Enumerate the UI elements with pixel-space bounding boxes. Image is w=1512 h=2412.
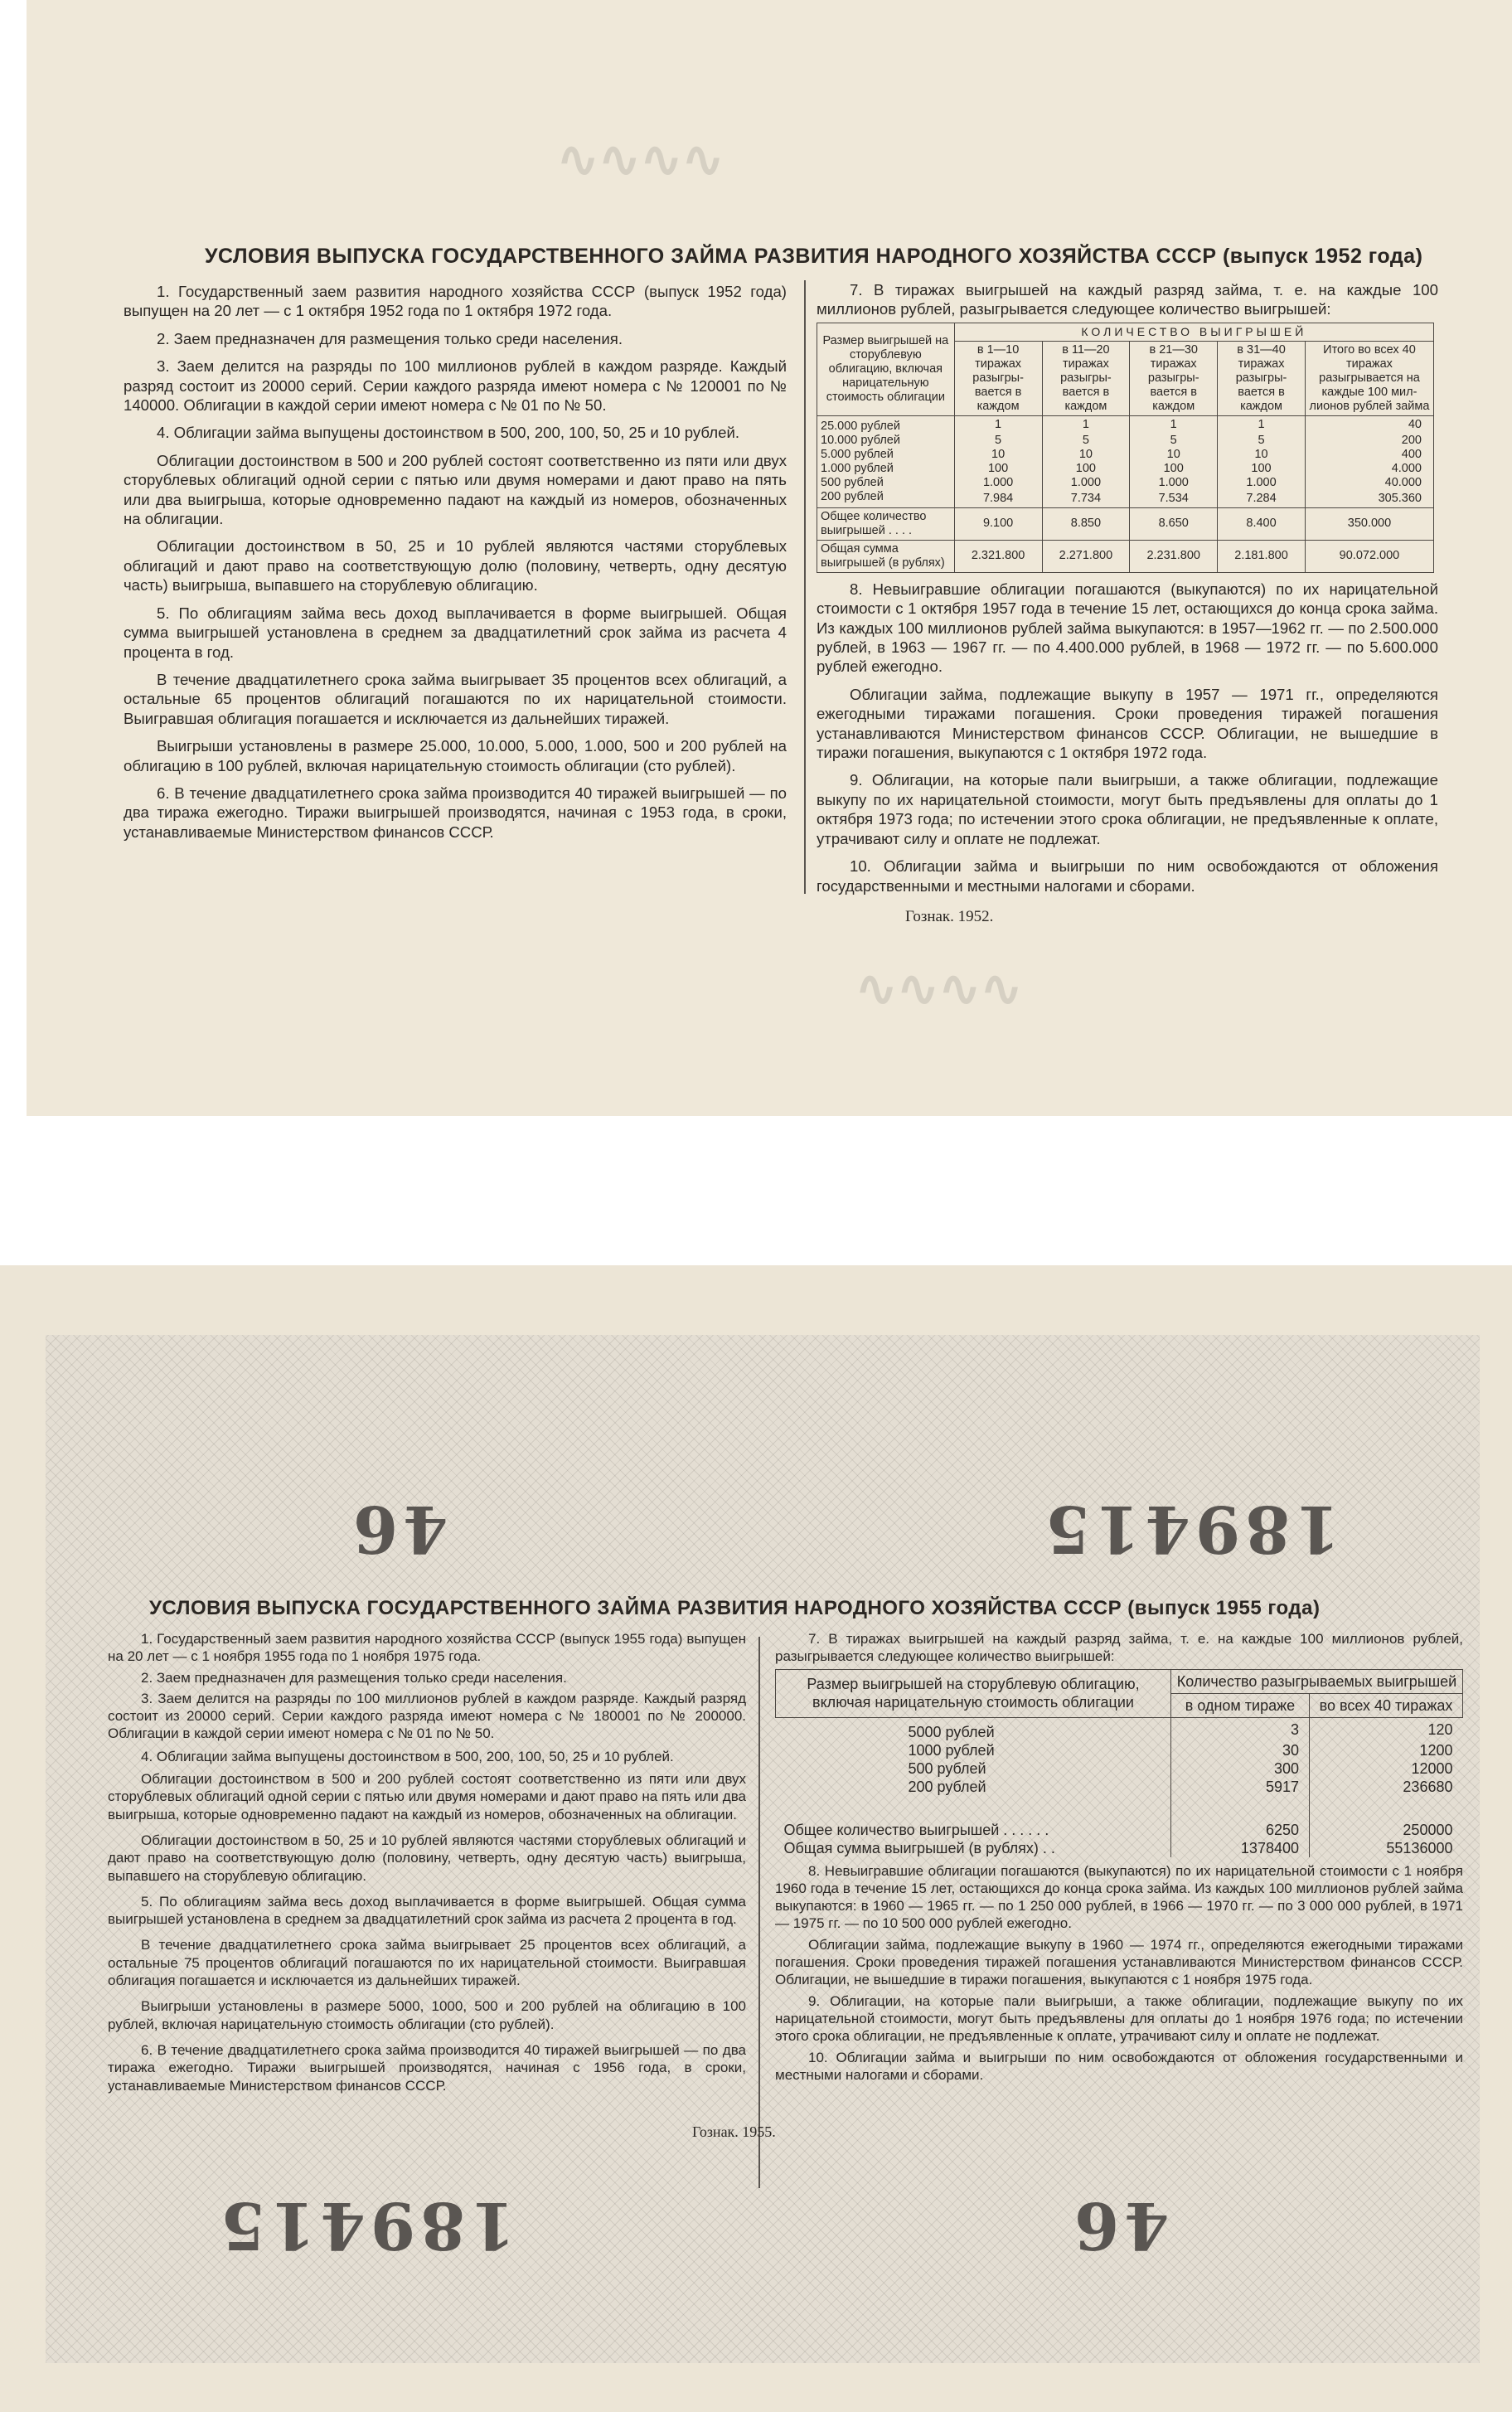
series-number-bottom: 46 xyxy=(1069,2187,1170,2263)
table-cell: 10 xyxy=(1042,448,1130,462)
table-header: в 31—40 тиражах разыгры-вается в каждом xyxy=(1218,341,1306,415)
table-cell: 7.284 xyxy=(1218,490,1306,508)
table-cell: 2.181.800 xyxy=(1218,540,1306,572)
paragraph: 3. Заем делится на разряды по 100 миллионов рублей в каждом разряде. Каждый разряд состоит из 20000 серий. Серии каждого разряда имеют номера с № 120001 по № 140000. Облигации в каждой серии имеют номера с № 01 по № 50. xyxy=(124,357,787,415)
table-cell: 500 рублей xyxy=(817,476,955,490)
gosznak-imprint: Гознак. 1952. xyxy=(905,908,994,925)
table-cell: 8.400 xyxy=(1218,507,1306,540)
paragraph: 8. Невыигравшие облигации погашаются (выкупаются) по их нарицательной стоимости с 1 ноября 1960 года в течение 15 лет, остающихся до конца срока займа. Из каждых 100 миллионов рублей займа выкупаются: в 1960 — 1965 гг. — по 1 250 000 рублей, в 1966 — 1970 гг. — по 3 000 000 рублей, в 1971 — 1975 гг. — по 10 500 000 рублей ежегодно. xyxy=(775,1862,1463,1932)
paragraph: 4. Облигации займа выпущены достоинством в 500, 200, 100, 50, 25 и 10 рублей. xyxy=(157,424,739,442)
table-header: в 1—10 тиражах разыгры-вается в каждом xyxy=(954,341,1042,415)
table-cell: 100 xyxy=(1130,462,1218,476)
paragraph: 10. Облигации займа и выигрыши по ним освобождаются от обложения государственными и местными налогами и сборами. xyxy=(775,2049,1463,2083)
table-cell: 1378400 xyxy=(1171,1839,1310,1857)
table-row xyxy=(776,1741,1463,1759)
table-cell: 25.000 рублей xyxy=(817,415,955,434)
paragraph: 5. По облигациям займа весь доход выплачивается в форме выигрышей. Общая сумма выигрышей установлена в среднем за двадцатилетний срок займа из расчета 4 процента в год. xyxy=(124,604,787,661)
paragraph: В течение двадцатилетнего срока займа выигрывает 35 процентов всех облигаций, а остальные 65 процентов облигаций погашаются по их нарицательной стоимости. Выигравшая облигация погашается и исключается из дальнейших тиражей. xyxy=(124,670,787,727)
bond-1955-title: УСЛОВИЯ ВЫПУСКА ГОСУДАРСТВЕННОГО ЗАЙМА РАЗВИТИЯ НАРОДНОГО ХОЗЯЙСТВА СССР (выпуск 1955 года) xyxy=(149,1597,1321,1619)
table-row xyxy=(776,1778,1463,1821)
table-header: в одном тираже xyxy=(1171,1693,1310,1717)
table-cell: 350.000 xyxy=(1305,507,1433,540)
table-cell: 90.072.000 xyxy=(1305,540,1433,572)
table-cell: 10 xyxy=(954,448,1042,462)
table-row xyxy=(776,1717,1463,1741)
table-cell: 400 xyxy=(1305,448,1433,462)
paragraph: 6. В течение двадцатилетнего срока займа производится 40 тиражей выигрышей — по два тиража ежегодно. Тиражи выигрышей производятся, начиная с 1956 года, в сроки, устанавливаемые Министерством финансов СССР. xyxy=(108,2041,746,2094)
gosznak-imprint: Гознак. 1955. xyxy=(692,2123,776,2140)
table-cell: 1.000 xyxy=(1218,476,1306,490)
table-cell: 5 xyxy=(954,434,1042,448)
table-cell: 5 xyxy=(1130,434,1218,448)
table-cell: 250000 xyxy=(1403,1821,1453,1838)
table-cell: 200 рублей xyxy=(908,1778,986,1795)
table-cell: 236680 xyxy=(1403,1778,1453,1795)
table-cell: Общее количество выигрышей . . . . . . xyxy=(783,1821,1049,1838)
table-cell: 100 xyxy=(1042,462,1130,476)
table-cell: 1000 рублей xyxy=(908,1741,995,1759)
paragraph: 10. Облигации займа и выигрыши по ним освобождаются от обложения государственными и местными налогами и сборами. xyxy=(817,857,1438,895)
paragraph: 7. В тиражах выигрышей на каждый разряд займа, т. е. на каждые 100 миллионов рублей, разыгрывается следующее количество выигрышей: xyxy=(775,1631,1463,1665)
table-cell: 8.850 xyxy=(1042,507,1130,540)
table-cell: 40 xyxy=(1305,415,1433,434)
table-cell: 5 xyxy=(1042,434,1130,448)
table-cell: 2.321.800 xyxy=(954,540,1042,572)
table-group-header: Количество разыгрываемых выигрышей xyxy=(1171,1669,1463,1693)
paragraph: 7. В тиражах выигрышей на каждый разряд займа, т. е. на каждые 100 миллионов рублей, разыгрывается следующее количество выигрышей: xyxy=(817,281,1438,318)
table-row xyxy=(817,490,1434,508)
paragraph: 8. Невыигравшие облигации погашаются (выкупаются) по их нарицательной стоимости с 1 октября 1957 года в течение 15 лет, остающихся до конца срока займа. Из каждых 100 миллионов рублей займа выкупаются: в 1957—1962 гг. — по 2.500.000 рублей, в 1963 — 1967 гг. — по 4.400.000 рублей, в 1968 — 1972 гг. — по 5.600.000 рублей ежегодно. xyxy=(817,580,1438,676)
table-cell: Общая сумма выигрышей (в рублях) . . xyxy=(783,1839,1055,1856)
paragraph: 6. В течение двадцатилетнего срока займа производится 40 тиражей выигрышей — по два тиража ежегодно. Тиражи выигрышей производятся, начиная с 1953 года, в сроки, устанавливаемые Министерством финансов СССР. xyxy=(124,784,787,841)
table-cell: 300 xyxy=(1171,1759,1310,1778)
table-cell: 40.000 xyxy=(1305,476,1433,490)
bond-1955-right-column xyxy=(775,1630,1463,2087)
table-total-row xyxy=(776,1839,1463,1857)
table-cell: 2.231.800 xyxy=(1130,540,1218,572)
table-cell: 1200 xyxy=(1419,1741,1453,1759)
prize-table-1955 xyxy=(775,1669,1463,1857)
table-cell: 9.100 xyxy=(954,507,1042,540)
faded-number-bottom: ∿∿∿∿ xyxy=(855,963,1023,1019)
table-header: Размер выигрышей на сторублевую облигацию, включая нарицательную стоимость облигации xyxy=(817,323,955,415)
paragraph: 1. Государственный заем развития народного хозяйства СССР (выпуск 1952 года) выпущен на 20 лет — с 1 октября 1952 года по 1 октября 1972 года. xyxy=(124,283,787,320)
table-cell: 8.650 xyxy=(1130,507,1218,540)
table-cell: 6250 xyxy=(1171,1821,1310,1839)
table-cell: 5000 рублей xyxy=(908,1723,995,1740)
faded-number-top: ∿∿∿∿ xyxy=(557,134,724,190)
table-header: Размер выигрышей на сторублевую облигацию, включая нарицательную стоимость облигации xyxy=(776,1669,1171,1717)
table-row xyxy=(776,1759,1463,1778)
table-cell: 7.534 xyxy=(1130,490,1218,508)
table-row xyxy=(817,434,1434,448)
table-cell: Общая сумма выигрышей (в рублях) xyxy=(817,540,955,572)
table-cell: 1 xyxy=(1130,415,1218,434)
paragraph: Облигации займа, подлежащие выкупу в 1960 — 1974 гг., определяются ежегодными тиражами погашения. Сроки проведения тиражей погашения устанавливаются Министерством финансов СССР. Облигации, не вышедшие в тиражи погашения, выкупаются с 1 ноября 1975 года. xyxy=(775,1936,1463,1988)
bond-1955-back xyxy=(0,1265,1512,2412)
table-cell: 55136000 xyxy=(1386,1839,1453,1856)
column-divider xyxy=(804,280,806,894)
table-row xyxy=(817,415,1434,434)
table-cell: 10 xyxy=(1130,448,1218,462)
paragraph: Облигации достоинством в 500 и 200 рублей состоят соответственно из пяти или двух сторублевых облигаций одной серии с пятью или двумя номерами и дают право на пять или два выигрыша, которые одновременно падают на каждый из номеров, обозначенных на облигации. xyxy=(108,1771,746,1822)
paragraph: Выигрыши установлены в размере 25.000, 10.000, 5.000, 1.000, 500 и 200 рублей на облигацию в 100 рублей, включая нарицательную стоимость облигации (сто рублей). xyxy=(124,737,787,774)
table-cell: 4.000 xyxy=(1305,462,1433,476)
table-total-row xyxy=(776,1821,1463,1839)
table-cell: Общее количество выигрышей . . . . xyxy=(817,507,955,540)
table-total-row xyxy=(817,540,1434,572)
bond-1952-title: УСЛОВИЯ ВЫПУСКА ГОСУДАРСТВЕННОГО ЗАЙМА РАЗВИТИЯ НАРОДНОГО ХОЗЯЙСТВА СССР (выпуск 1952 года) xyxy=(205,245,1423,268)
table-cell: 120 xyxy=(1427,1720,1453,1738)
table-cell: 1.000 рублей xyxy=(817,462,955,476)
paragraph: Выигрыши установлены в размере 5000, 1000, 500 и 200 рублей на облигацию в 100 рублей, включая нарицательную стоимость облигации (сто рублей). xyxy=(108,1998,746,2032)
table-cell: 500 рублей xyxy=(908,1759,986,1777)
table-group-header: КОЛИЧЕСТВО ВЫИГРЫШЕЙ xyxy=(954,323,1433,341)
bond-1952-back xyxy=(27,0,1512,1116)
table-cell: 1 xyxy=(1042,415,1130,434)
table-cell: 100 xyxy=(1218,462,1306,476)
table-cell: 200 рублей xyxy=(817,490,955,508)
table-cell: 1.000 xyxy=(954,476,1042,490)
table-cell: 5 xyxy=(1218,434,1306,448)
paragraph: Облигации достоинством в 500 и 200 рублей состоят соответственно из пяти или двух сторублевых облигаций одной серии с пятью или двумя номерами и дают право на пять или два выигрыша, которые одновременно падают на каждый из номеров, обозначенных на облигации. xyxy=(124,451,787,528)
table-total-row xyxy=(817,507,1434,540)
paragraph: Облигации достоинством в 50, 25 и 10 рублей являются частями сторублевых облигаций и дают право на соответствующую долю (половину, четверть, одну десятую часть) выигрыша, выпавшего на сторублевую облигацию. xyxy=(108,1832,746,1884)
bond-1952-right-column xyxy=(817,280,1438,904)
column-divider xyxy=(758,1637,760,2188)
table-cell: 30 xyxy=(1171,1741,1310,1759)
table-cell: 12000 xyxy=(1411,1759,1453,1777)
paragraph: 3. Заем делится на разряды по 100 миллионов рублей в каждом разряде. Каждый разряд состоит из 20000 серий. Серии каждого разряда имеют номера с № 180001 по № 200000. Облигации в каждой серии имеют номера с № 01 по № 50. xyxy=(108,1690,746,1742)
table-cell: 200 xyxy=(1305,434,1433,448)
table-header: во всех 40 тиражах xyxy=(1310,1693,1463,1717)
table-row xyxy=(817,476,1434,490)
paragraph: В течение двадцатилетнего срока займа выигрывает 25 процентов всех облигаций, а остальные 75 процентов облигаций погашаются по их нарицательной стоимости. Выигравшая облигация погашается и исключается из дальнейших тиражей. xyxy=(108,1937,746,1989)
table-cell: 1 xyxy=(954,415,1042,434)
paragraph: 1. Государственный заем развития народного хозяйства СССР (выпуск 1955 года) выпущен на 20 лет — с 1 ноября 1955 года по 1 ноября 1975 года. xyxy=(108,1631,746,1665)
table-cell: 5.000 рублей xyxy=(817,448,955,462)
paragraph: 9. Облигации, на которые пали выигрыши, а также облигации, подлежащие выкупу по их нарицательной стоимости, могут быть предъявлены для оплаты до 1 октября 1973 года; по истечении этого срока облигации, не предъявленные к оплате, утрачивают силу и оплате не подлежат. xyxy=(817,771,1438,847)
paragraph: Облигации займа, подлежащие выкупу в 1957 — 1971 гг., определяются ежегодными тиражами погашения. Сроки проведения тиражей погашения устанавливаются Министерством финансов СССР. Облигации, не вышедшие в тиражи погашения, выкупаются с 1 октября 1972 года. xyxy=(817,685,1438,762)
table-header: в 21—30 тиражах разыгры-вается в каждом xyxy=(1130,341,1218,415)
table-cell: 1 xyxy=(1218,415,1306,434)
bond-1952-left-column xyxy=(124,282,787,850)
table-header: в 11—20 тиражах разыгры-вается в каждом xyxy=(1042,341,1130,415)
paragraph: 2. Заем предназначен для размещения только среди населения. xyxy=(141,1669,567,1686)
table-cell: 10 xyxy=(1218,448,1306,462)
table-row xyxy=(817,448,1434,462)
paragraph: 9. Облигации, на которые пали выигрыши, а также облигации, подлежащие выкупу по их нарицательной стоимости, могут быть предъявлены для оплаты до 1 ноября 1976 года; по истечении этого срока облигации, не предъявленные к оплате, утрачивают силу и оплате не подлежат. xyxy=(775,1992,1463,2045)
series-number-top: 46 xyxy=(348,1491,448,1566)
table-cell: 10.000 рублей xyxy=(817,434,955,448)
table-cell: 1.000 xyxy=(1130,476,1218,490)
table-cell: 305.360 xyxy=(1305,490,1433,508)
table-cell: 3 xyxy=(1171,1717,1310,1741)
paragraph: 4. Облигации займа выпущены достоинством в 500, 200, 100, 50, 25 и 10 рублей. xyxy=(141,1748,674,1764)
table-cell: 7.734 xyxy=(1042,490,1130,508)
table-cell: 1.000 xyxy=(1042,476,1130,490)
paragraph: Облигации достоинством в 50, 25 и 10 рублей являются частями сторублевых облигаций и дают право на соответствующую долю (половину, четверть, одну десятую часть) выигрыша, выпавшего на сторублевую облигацию. xyxy=(124,537,787,595)
table-header: Итого во всех 40 тиражах разыгрывается на каждые 100 мил-лионов рублей займа xyxy=(1305,341,1433,415)
paragraph: 2. Заем предназначен для размещения только среди населения. xyxy=(157,329,623,347)
serial-number-top: 189415 xyxy=(1040,1491,1340,1566)
table-row xyxy=(817,462,1434,476)
table-cell: 100 xyxy=(954,462,1042,476)
table-cell: 2.271.800 xyxy=(1042,540,1130,572)
prize-table-1952 xyxy=(817,323,1434,573)
table-cell: 5917 xyxy=(1171,1778,1310,1821)
serial-number-bottom: 189415 xyxy=(216,2187,516,2263)
table-cell: 7.984 xyxy=(954,490,1042,508)
bond-1955-left-column xyxy=(108,1630,746,2103)
paragraph: 5. По облигациям займа весь доход выплачивается в форме выигрышей. Общая сумма выигрышей установлена в среднем за двадцатилетний срок займа из расчета 2 процента в год. xyxy=(108,1893,746,1928)
